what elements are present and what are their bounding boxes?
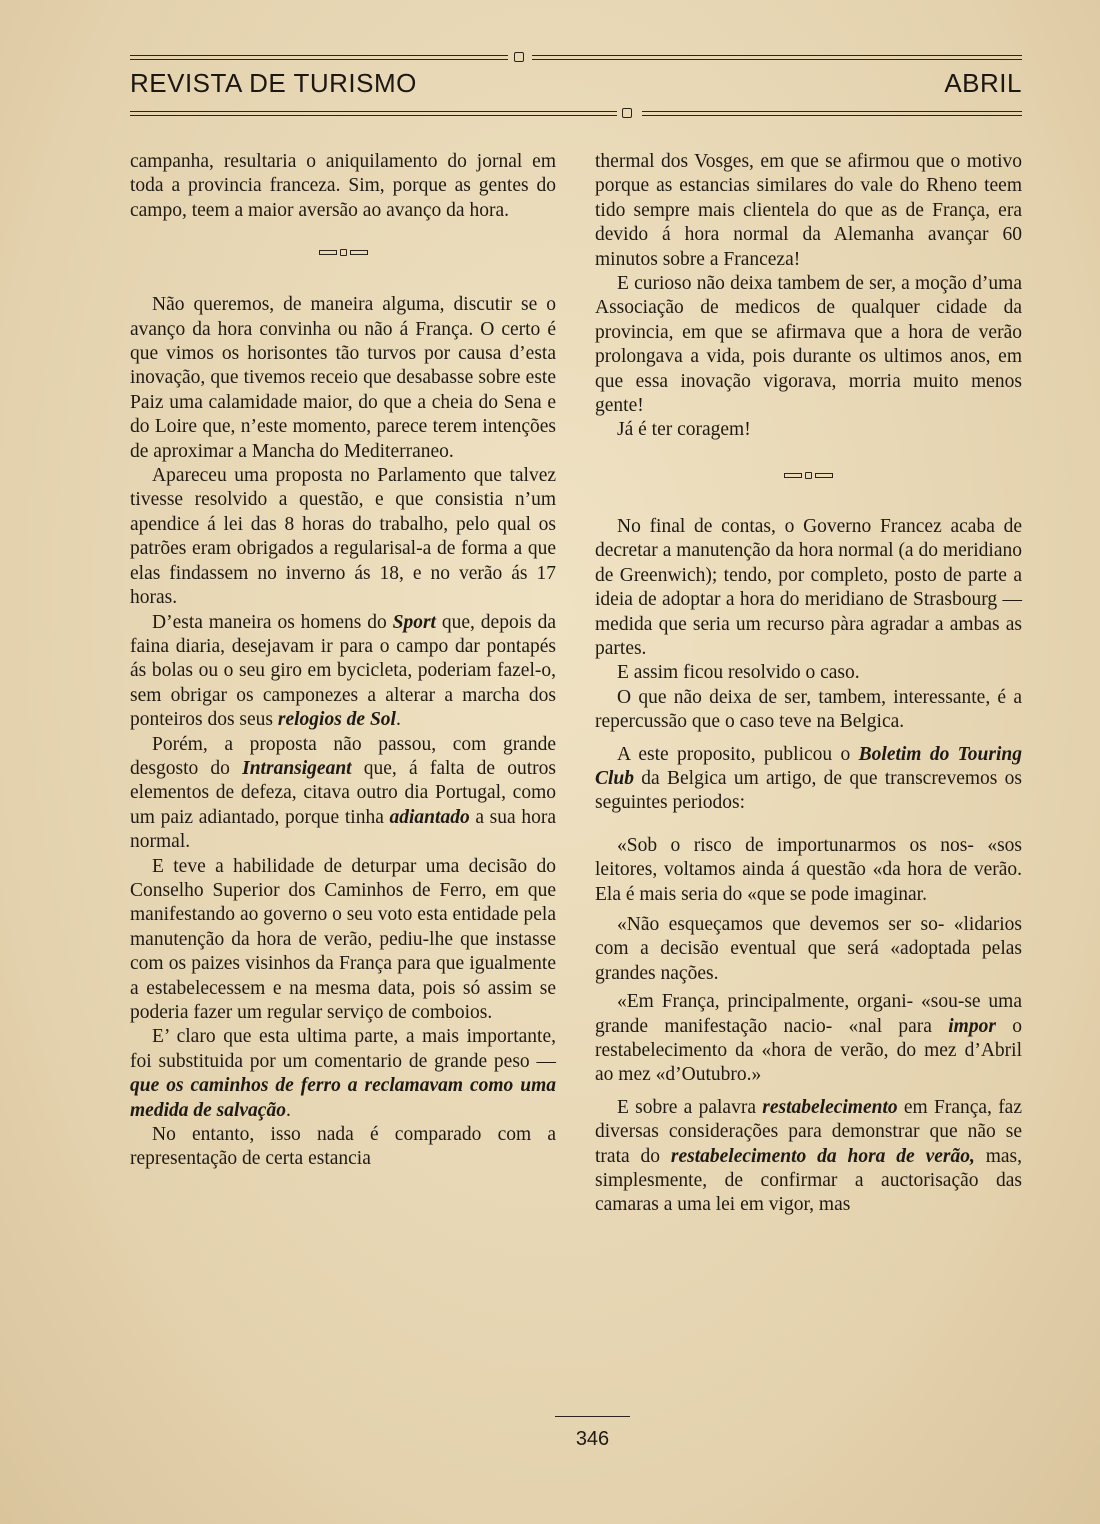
issue-month: ABRIL — [944, 68, 1022, 98]
italic-text-run: restabelecimento da hora de verão, — [670, 1145, 975, 1167]
text-run: . — [395, 709, 401, 731]
left-paragraph-1: campanha, resultaria o aniquilamento do jornal em toda a provincia franceza. Sim, porque as gentes do campo, teem a maior aversão ao avanço da hora. — [130, 151, 556, 221]
text-run: . — [285, 1099, 291, 1121]
left-paragraph-4 — [130, 611, 556, 733]
magazine-title: REVISTA DE TURISMO — [130, 68, 417, 98]
separator-bar-icon — [815, 473, 833, 478]
text-run: D’esta maneira os homens do — [152, 611, 393, 633]
right-paragraph-5: E assim ficou resolvido o caso. — [617, 662, 860, 684]
italic-text-run: Boletim do Touring Club — [595, 743, 1023, 789]
paragraph-gap — [595, 1088, 1022, 1096]
text-run: «Em França, principalmente, organi- «sou-se uma grande manifestação nacio- «nal para — [595, 991, 1022, 1037]
header-bottom-rule-right-1 — [642, 111, 1022, 112]
italic-text-run: que os caminhos de ferro a reclamavam como uma medida de salvação — [130, 1075, 556, 1121]
left-column — [130, 150, 556, 1172]
right-paragraph-1: thermal dos Vosges, em que se afirmou que o motivo porque as estancias similares do vale do Rheno teem tido sempre mais clientela do que as de França, era devido á hora normal da Alemanha avançar 60 minutos sobre a Franceza! — [595, 151, 1022, 270]
italic-text-run: impor — [948, 1015, 996, 1037]
left-paragraph-2: Não queremos, de maneira alguma, discutir se o avanço da hora convinha ou não á França. O certo é que vimos os horisontes tão turvos por causa d’esta inovação, que tivemos receio que desabasse sobre este Paiz uma calamidade maior, do que a cheia do Sena e do Loire que, n’este momento, parece terem intenções de aproximar a Mancha do Mediterraneo. — [130, 294, 556, 462]
header-top-ornament — [514, 52, 524, 62]
header-bottom-rule-right-2 — [642, 115, 1022, 116]
header-top-rule-left-1 — [130, 55, 508, 56]
paragraph-gap — [595, 735, 1022, 743]
separator-dot-icon — [805, 472, 812, 479]
header-top-rule-right-2 — [532, 59, 1022, 60]
text-run: o restabelecimento da «hora de verão, do mez d’Abril ao mez «d’Outubro.» — [595, 1015, 1023, 1086]
italic-text-run: restabelecimento — [762, 1096, 898, 1118]
right-paragraph-8 — [595, 1096, 1022, 1218]
text-run: que, depois da faina diaria, desejavam ir para o campo dar pontapés ás bolas ou o seu giro em bycicleta, poderiam fazel-o, sem obrigar os camponezes a alterar a marcha dos ponteiros dos seus — [130, 611, 556, 731]
text-run: E’ claro que esta ultima parte, a mais importante, foi substituida por um comentario de grande peso — — [130, 1026, 556, 1072]
text-run: mas, simplesmente, de confirmar a auctorisação das camaras a uma lei em vigor, mas — [595, 1145, 1022, 1216]
header-bottom-rule-left-1 — [130, 111, 617, 112]
italic-text-run: Sport — [392, 611, 436, 633]
italic-text-run: Intransigeant — [242, 757, 352, 779]
separator-bar-icon — [784, 473, 802, 478]
header-top-rule-left-2 — [130, 59, 508, 60]
separator-bar-icon — [319, 250, 337, 255]
italic-text-run: relogios de Sol — [277, 709, 396, 731]
text-run: em França, faz diversas considerações para demonstrar que não se trata do — [595, 1096, 1022, 1167]
paragraph-gap — [595, 816, 1022, 834]
right-paragraph-4: No final de contas, o Governo Francez acaba de decretar a manutenção da hora normal (a do meridiano de Greenwich); tendo, por completo, posto de parte a ideia de adoptar a hora do meridiano de Strasbourg — medida que seria um recurso pàra agradar a ambas as partes. — [595, 515, 1022, 659]
left-paragraph-5 — [130, 733, 556, 855]
right-quote-2: «Não esqueçamos que devemos ser so- «lidarios com a decisão eventual que será «adoptada pelas grandes nações. — [595, 913, 1022, 984]
italic-text-run: adiantado — [389, 806, 470, 828]
text-run: que, á falta de outros elementos de defeza, citava outro dia Portugal, como um paiz adiantado, porque tinha — [130, 757, 556, 828]
left-paragraph-7 — [130, 1025, 556, 1123]
text-run: da Belgica um artigo, de que transcrevemos os seguintes periodos: — [595, 767, 1022, 814]
header-top-rule-right-1 — [532, 55, 1022, 56]
right-paragraph-3: Já é ter coragem! — [617, 419, 751, 441]
text-run: A este proposito, publicou o — [617, 743, 859, 765]
right-paragraph-2: E curioso não deixa tambem de ser, a moção d’uma Associação de medicos de qualquer cidade da provincia, em que se afirmava que a hora de verão prolongava a vida, pois durante os ultimos anos, em que essa inovação vigorava, morria muito menos gente! — [595, 273, 1022, 417]
right-column — [595, 150, 1022, 1218]
header-bottom-rule-left-2 — [130, 115, 617, 116]
right-quote-1: «Sob o risco de importunarmos os nos- «sos leitores, voltamos ainda á questão «da hora de verão. Ela é mais seria do «que se pode imaginar. — [595, 834, 1022, 905]
right-paragraph-7 — [595, 743, 1022, 816]
section-separator — [130, 237, 556, 267]
text-run: Porém, a proposta não passou, com grande desgosto do — [130, 733, 556, 779]
left-paragraph-3: Apareceu uma proposta no Parlamento que talvez tivesse resolvido a questão, e que consistia n’um apendice á lei das 8 horas do trabalho, pelo qual os patrões eram obrigados a regularisal-a de forma a que elas findassem no inverno ás 18, e no verão ás 17 horas. — [130, 465, 556, 609]
text-run: a sua hora normal. — [130, 806, 556, 853]
footer-rule — [555, 1416, 630, 1417]
left-paragraph-8: No entanto, isso nada é comparado com a representação de certa estancia — [130, 1124, 556, 1170]
left-paragraph-6: E teve a habilidade de deturpar uma decisão do Conselho Superior dos Caminhos de Ferro, em que manifestando ao governo o seu voto esta entidade pela manutenção da hora de verão, pediu-lhe que instasse com os paizes visinhos da França para que igualmente a estabelecessem e na mesma data, pois só assim se poderia fazer um regular serviço de comboios. — [130, 855, 556, 1023]
header-bottom-ornament — [622, 108, 632, 118]
page-number: 346 — [575, 1428, 610, 1450]
right-quote-3 — [595, 990, 1022, 1088]
text-run: E sobre a palavra — [617, 1096, 763, 1118]
right-paragraph-6: O que não deixa de ser, tambem, interessante, é a repercussão que o caso teve na Belgica. — [595, 686, 1022, 733]
separator-bar-icon — [350, 250, 368, 255]
separator-dot-icon — [340, 249, 347, 256]
section-separator — [595, 461, 1022, 491]
